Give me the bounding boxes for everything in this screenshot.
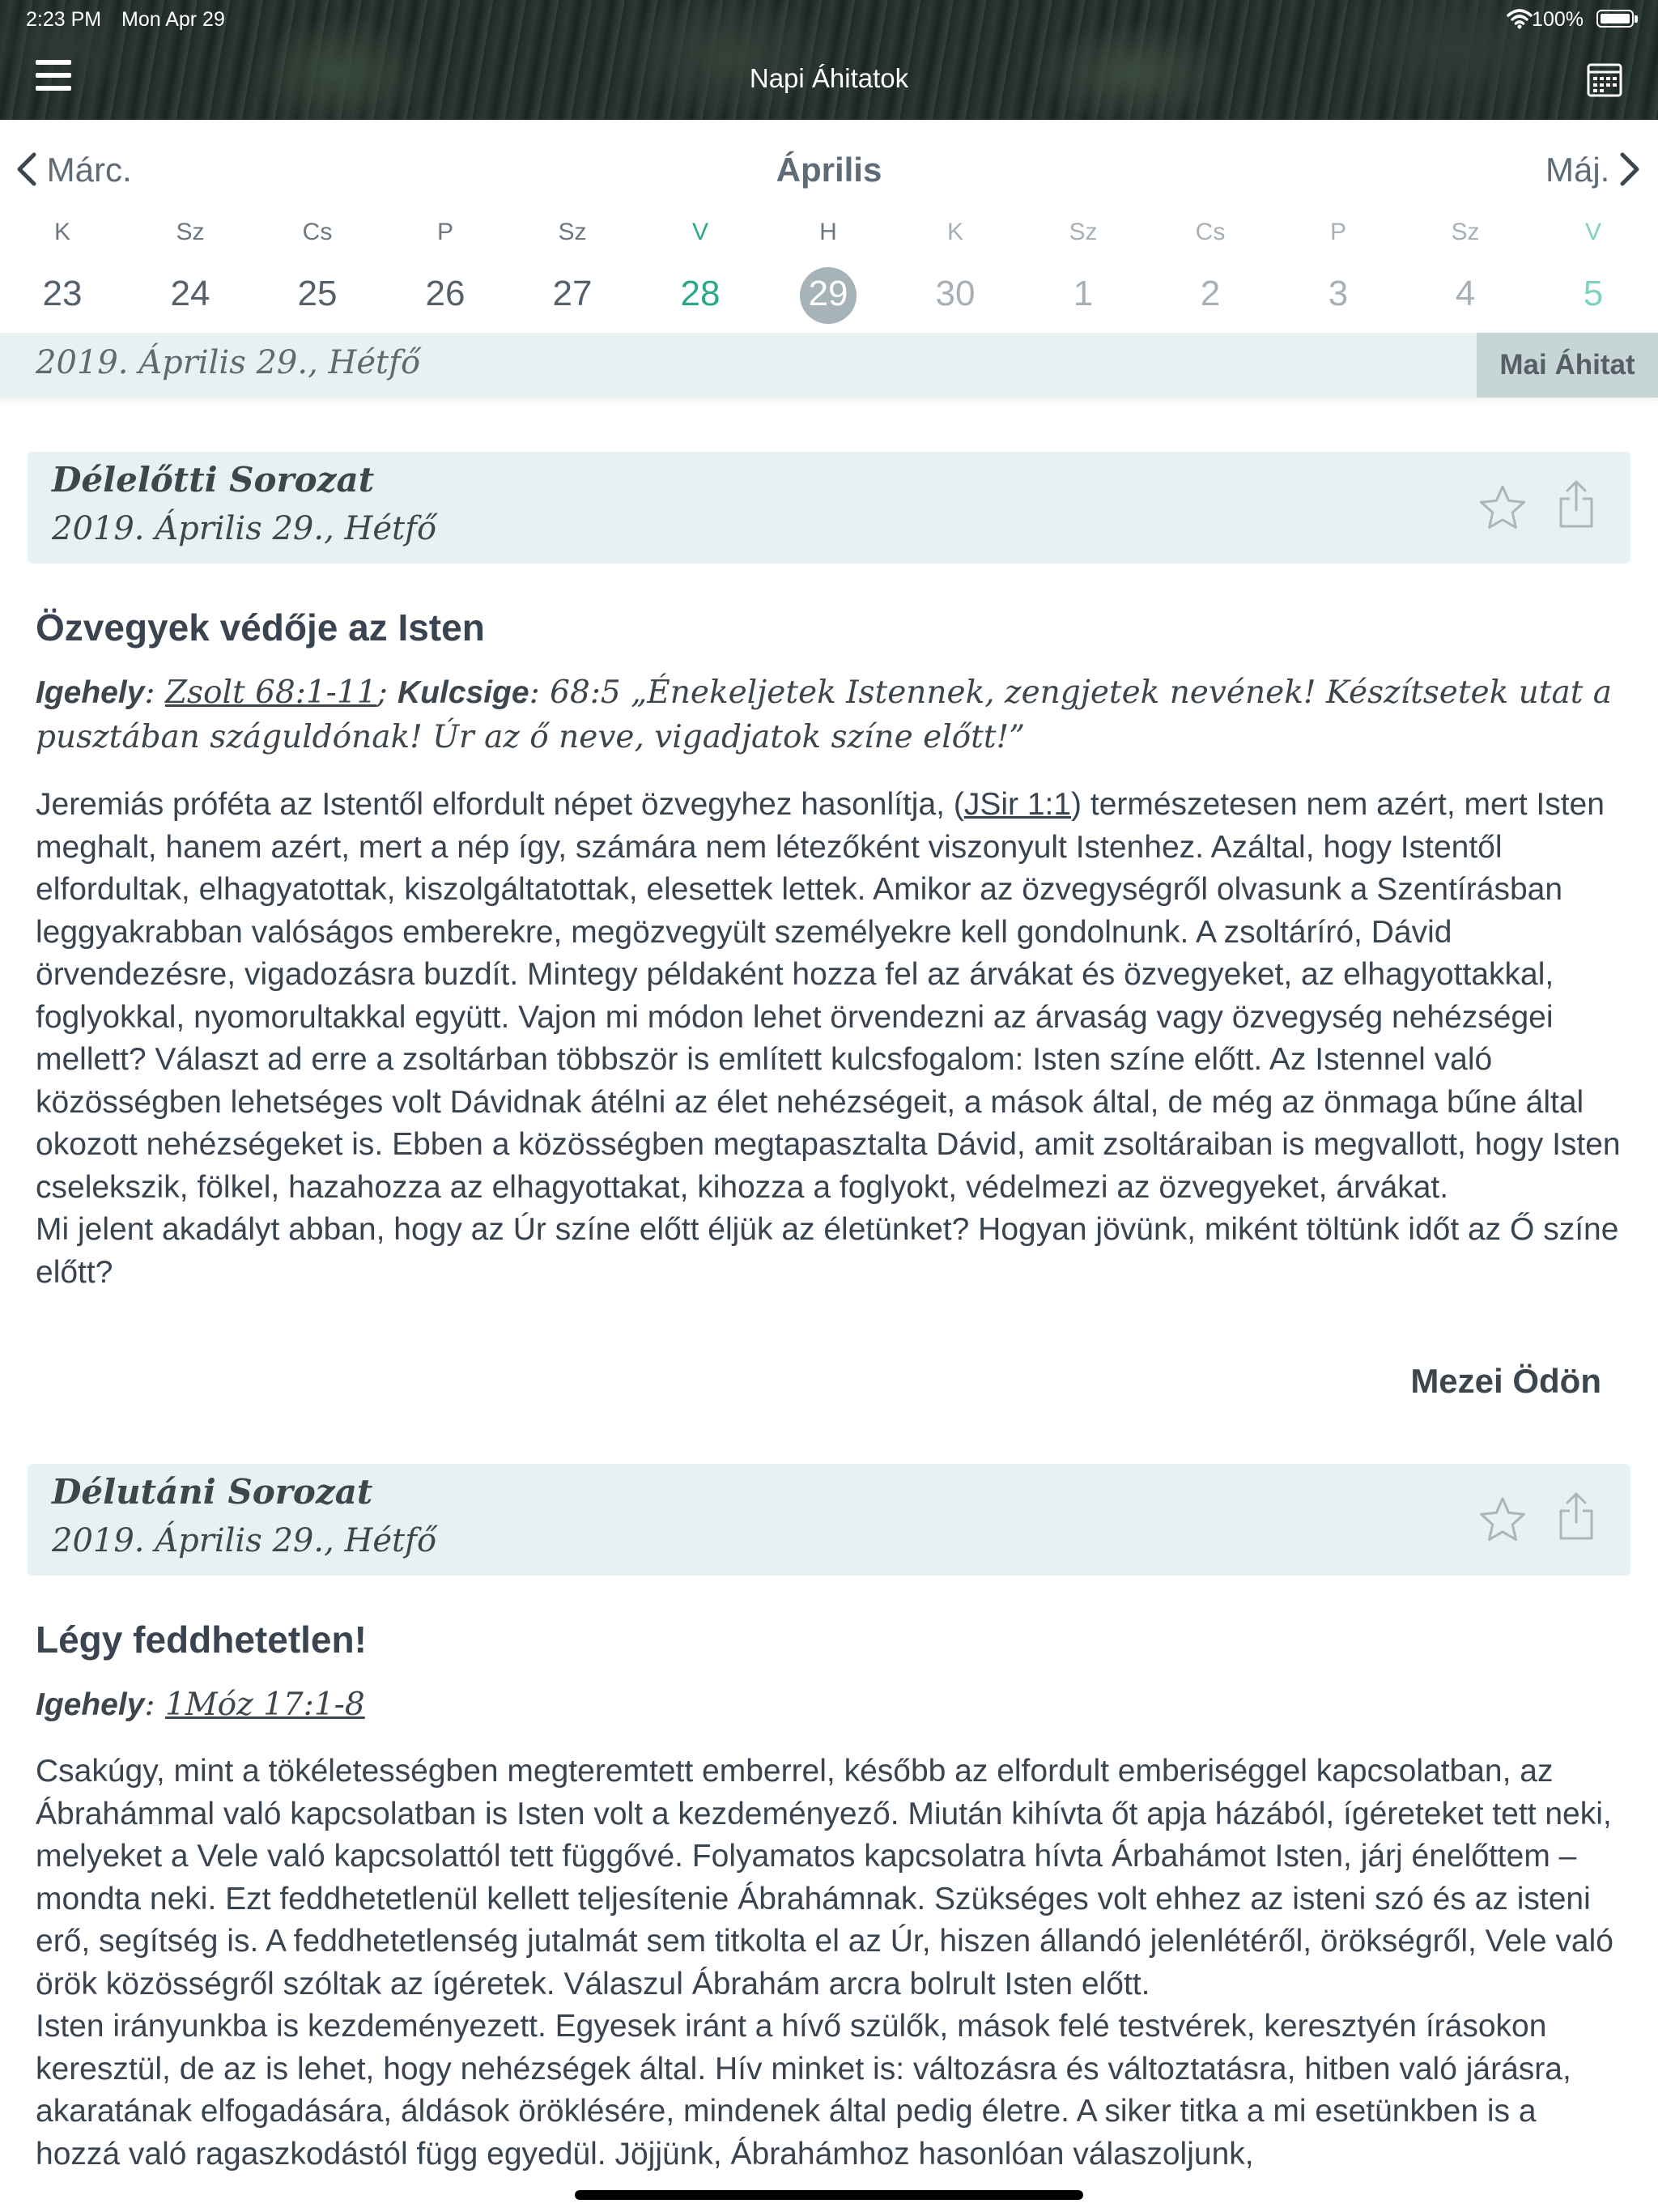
weekday-label: Sz: [1069, 219, 1098, 245]
day-number[interactable]: 25: [297, 274, 338, 313]
day-number[interactable]: 5: [1583, 274, 1604, 313]
today-button[interactable]: Mai Áhitat: [1477, 333, 1658, 398]
day-number[interactable]: 24: [170, 274, 210, 313]
body-text: ) természetesen nem azért, mert Isten meghalt, hanem azért, mert a nép így, számára nem létezőként viszonyult Istenhez. Azáltal, hogy Istentől elfordultak, elhagyatottak, kiszolgáltatottak, elesettek lettek. Amikor az özvegységről olvasunk a Szentírásban leggyakrabban valóságos emberekre, megözvegyült személyekre kell gondolnunk. A zsoltáríró, Dávid örvendezésre, vigadozásra buzdít. Mintegy példaként hozza fel az árvákat és özvegyeket, az elhagyottakkal, foglyokkal, nyomorultakkal együtt. Vajon mi módon lehet örvendezni az árvaság vagy özvegység nehézségei mellett? Választ ad erre a zsoltárban többször is említett kulcsfogalom: Isten színe előtt. Az Istennel való közösségben lehetséges volt Dávidnak átélni az élet nehézségeit, a mások által, de még az önmaga bűne által okozott nehézségeket is. Ebben a közösségben megtapasztalta Dávid, amit zsoltáraiban is megvallott, hogy Isten cselekszik, fölkel, hazahozza az elhagyottakat, kihozza a foglyokt, védelmezi az özvegyeket, árvákat.: [36, 787, 1621, 1205]
devotion-header: [28, 1464, 1630, 1576]
day-number[interactable]: 30: [935, 274, 976, 313]
home-indicator[interactable]: [575, 2190, 1083, 2200]
next-month-label: Máj.: [1545, 151, 1610, 189]
weekday-label: V: [1584, 219, 1601, 245]
day-number[interactable]: 27: [552, 274, 593, 313]
wifi-icon: [1507, 8, 1533, 29]
day-number[interactable]: 28: [680, 274, 721, 313]
status-date: Mon Apr 29: [121, 8, 225, 31]
scripture-reference: Igehely: 1Móz 17:1-8: [36, 1687, 365, 1723]
weekday-label: H: [819, 219, 837, 245]
weekday-label: Sz: [176, 219, 205, 245]
battery-icon: [1596, 10, 1634, 28]
body-paragraph: Isten irányunkba is kezdeményezett. Egyesek iránt a hívő szülők, mások felé testvérek, keresztyén írásokon keresztül, de az is lehet, hogy nehézségek által. Hív minket is: változásra és változtatásra, hitben való járásra, akaratának elfogadására, áldások öröklésére, mindenek által pedig életre. A siker titka a mi esetünkben is a hozzá való ragaszkodástól függ egyedül. Jöjjünk, Ábrahámhoz hasonlóan válaszoljunk,: [36, 2009, 1571, 2172]
devotion-series: Délelőtti Sorozat: [52, 460, 375, 500]
prev-month-label: Márc.: [46, 151, 132, 189]
weekday-label: Sz: [558, 219, 587, 245]
current-month: Április: [776, 151, 882, 189]
day-number[interactable]: 26: [425, 274, 466, 313]
weekday-label: P: [1329, 219, 1346, 245]
weekday-label: V: [691, 219, 708, 245]
selected-date-bar: [0, 333, 1658, 398]
weekday-label: Cs: [1195, 219, 1226, 245]
next-month-button[interactable]: [1545, 151, 1642, 189]
chevron-right-icon: [1619, 151, 1642, 187]
igehely-label: Igehely: [36, 1687, 145, 1722]
body-text: Jeremiás próféta az Istentől elfordult népet özvegyhez hasonlítja, (: [36, 787, 964, 822]
body-paragraph: Csakúgy, mint a tökéletességben megteremtett emberrel, később az elfordult emberiséggel kapcsolatban, az Ábrahámmal való kapcsolatban is Isten volt a kezdeményező. Miután kihívta őt apja házából, ígéreteket tett neki, melyeket a Vele való kapcsolattól tett függővé. Folyamatos kapcsolatra hívta Árbahámot Isten, járj énelőttem – mondta neki. Ezt feddhetetlenül kellett teljesítenie Ábrahámnak. Szükséges volt ehhez az isteni szó és az isteni erő, segítség is. A feddhetetlenség jutalmát sem titkolta el az Úr, hiszen állandó jelenlétéről, örökségről, Vele való örök közösségről szóltak az ígéretek. Válaszul Ábrahám arcra bolrult Isten előtt.: [36, 1754, 1613, 2001]
devotion-date: 2019. Április 29., Hétfő: [52, 1522, 437, 1559]
day-number[interactable]: 4: [1455, 274, 1476, 313]
igehely-link[interactable]: Zsolt 68:1-11: [164, 674, 377, 711]
day-number[interactable]: 2: [1200, 274, 1221, 313]
devotion-author: Mezei Ödön: [1410, 1362, 1601, 1400]
weekday-label: Cs: [302, 219, 333, 245]
day-number-selected[interactable]: 29: [808, 274, 848, 313]
share-icon[interactable]: [1558, 1491, 1595, 1542]
devotion-body: [36, 1750, 1622, 2176]
body-paragraph: [36, 784, 1622, 1209]
battery-tip: [1635, 15, 1638, 23]
star-icon[interactable]: [1478, 484, 1527, 531]
calendar-icon[interactable]: [1587, 63, 1622, 97]
status-time: 2:23 PM: [26, 8, 102, 31]
weekday-label: K: [946, 219, 963, 245]
devotion-series: Délutáni Sorozat: [52, 1472, 373, 1512]
kulcsige-text: 68:5 „Énekeljetek Istennek, zengjetek nevének! Készítsetek utat a pusztában száguldónak! Úr az ő neve, vigadjatok színe előtt!”: [36, 674, 1613, 755]
weekday-label: K: [53, 219, 70, 245]
devotion-header: [28, 452, 1630, 564]
devotion-title: Özvegyek védője az Isten: [36, 606, 485, 649]
app-header: [0, 0, 1658, 120]
body-paragraph: Mi jelent akadályt abban, hogy az Úr színe előtt éljük az életünket? Hogyan jövünk, miként töltünk időt az Ő színe előtt?: [36, 1212, 1619, 1290]
selected-date-text: 2019. Április 29., Hétfő: [36, 344, 421, 381]
igehely-link[interactable]: 1Móz 17:1-8: [164, 1687, 365, 1723]
igehely-label: Igehely: [36, 675, 145, 710]
day-number[interactable]: 1: [1073, 274, 1094, 313]
jsir-link[interactable]: JSir 1:1: [963, 787, 1072, 822]
day-number[interactable]: 3: [1328, 274, 1349, 313]
scripture-reference: Igehely: Zsolt 68:1-11; Kulcsige: 68:5 „Énekeljetek Istennek, zengjetek nevének! Készítsetek utat a pusztában száguldónak! Úr az ő neve, vigadjatok színe előtt!”: [36, 674, 1613, 755]
battery-percent: 100%: [1532, 8, 1584, 31]
share-icon[interactable]: [1558, 479, 1595, 530]
app-title: Napi Áhitatok: [749, 63, 909, 93]
devotion-title: Légy feddhetetlen!: [36, 1619, 367, 1661]
kulcsige-label: Kulcsige: [397, 675, 529, 710]
devotion-date: 2019. Április 29., Hétfő: [52, 510, 437, 547]
weekday-label: P: [436, 219, 453, 245]
devotion-body: [36, 784, 1622, 1294]
star-icon[interactable]: [1478, 1496, 1527, 1543]
weekday-label: Sz: [1451, 219, 1480, 245]
day-number[interactable]: 23: [42, 274, 83, 313]
